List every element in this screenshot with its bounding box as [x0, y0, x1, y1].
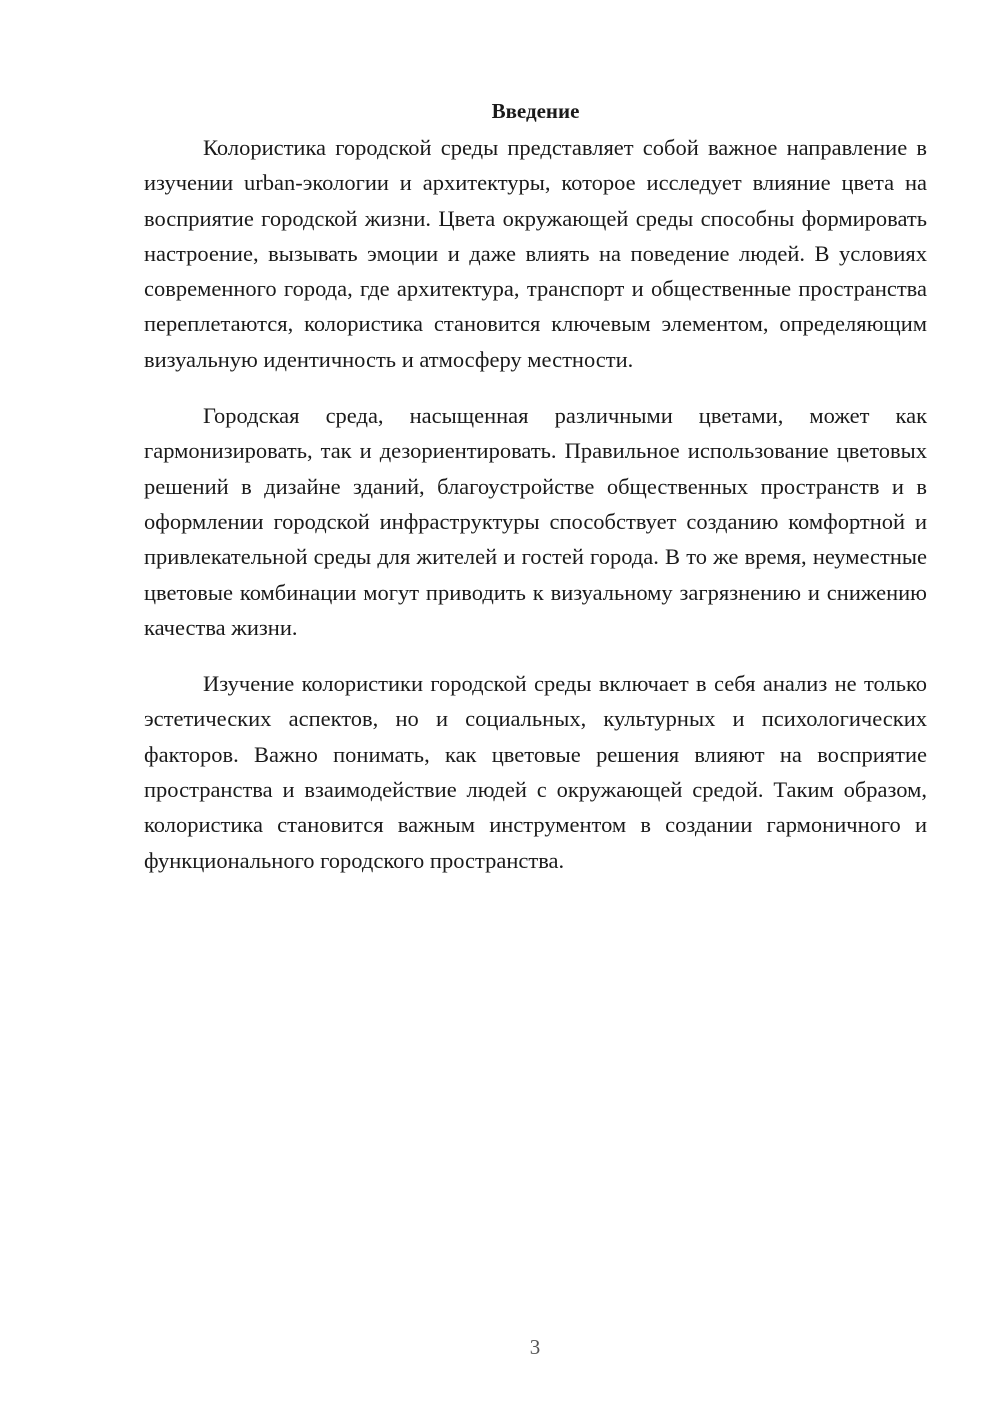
paragraph-2: Городская среда, насыщенная различными цветами, может как гармонизировать, так и дезориентировать. Правильное использование цветовых решений в дизайне зданий, благоустройстве общественных пространств и в оформлении городской инфраструктуры способствует созданию комфортной и привлекательной среды для жителей и гостей города. В то же время, неуместные цветовые комбинации могут приводить к визуальному загрязнению и снижению качества жизни. [144, 403, 927, 640]
paragraph-3: Изучение колористики городской среды включает в себя анализ не только эстетических аспектов, но и социальных, культурных и психологических факторов. Важно понимать, как цветовые решения влияют на восприятие пространства и взаимодействие людей с окружающей средой. Таким образом, колористика становится важным инструментом в создании гармоничного и функционального городского пространства. [144, 671, 927, 873]
paragraph-1: Колористика городской среды представляет собой важное направление в изучении urban-экологии и архитектуры, которое исследует влияние цвета на восприятие городской жизни. Цвета окружающей среды способны формировать настроение, вызывать эмоции и даже влиять на поведение людей. В условиях современного города, где архитектура, транспорт и общественные пространства переплетаются, колористика становится ключевым элементом, определяющим визуальную идентичность и атмосферу местности. [144, 135, 927, 372]
page-title: Введение [491, 99, 580, 123]
page-content [144, 96, 927, 899]
page-number: 3 [529, 1335, 541, 1359]
